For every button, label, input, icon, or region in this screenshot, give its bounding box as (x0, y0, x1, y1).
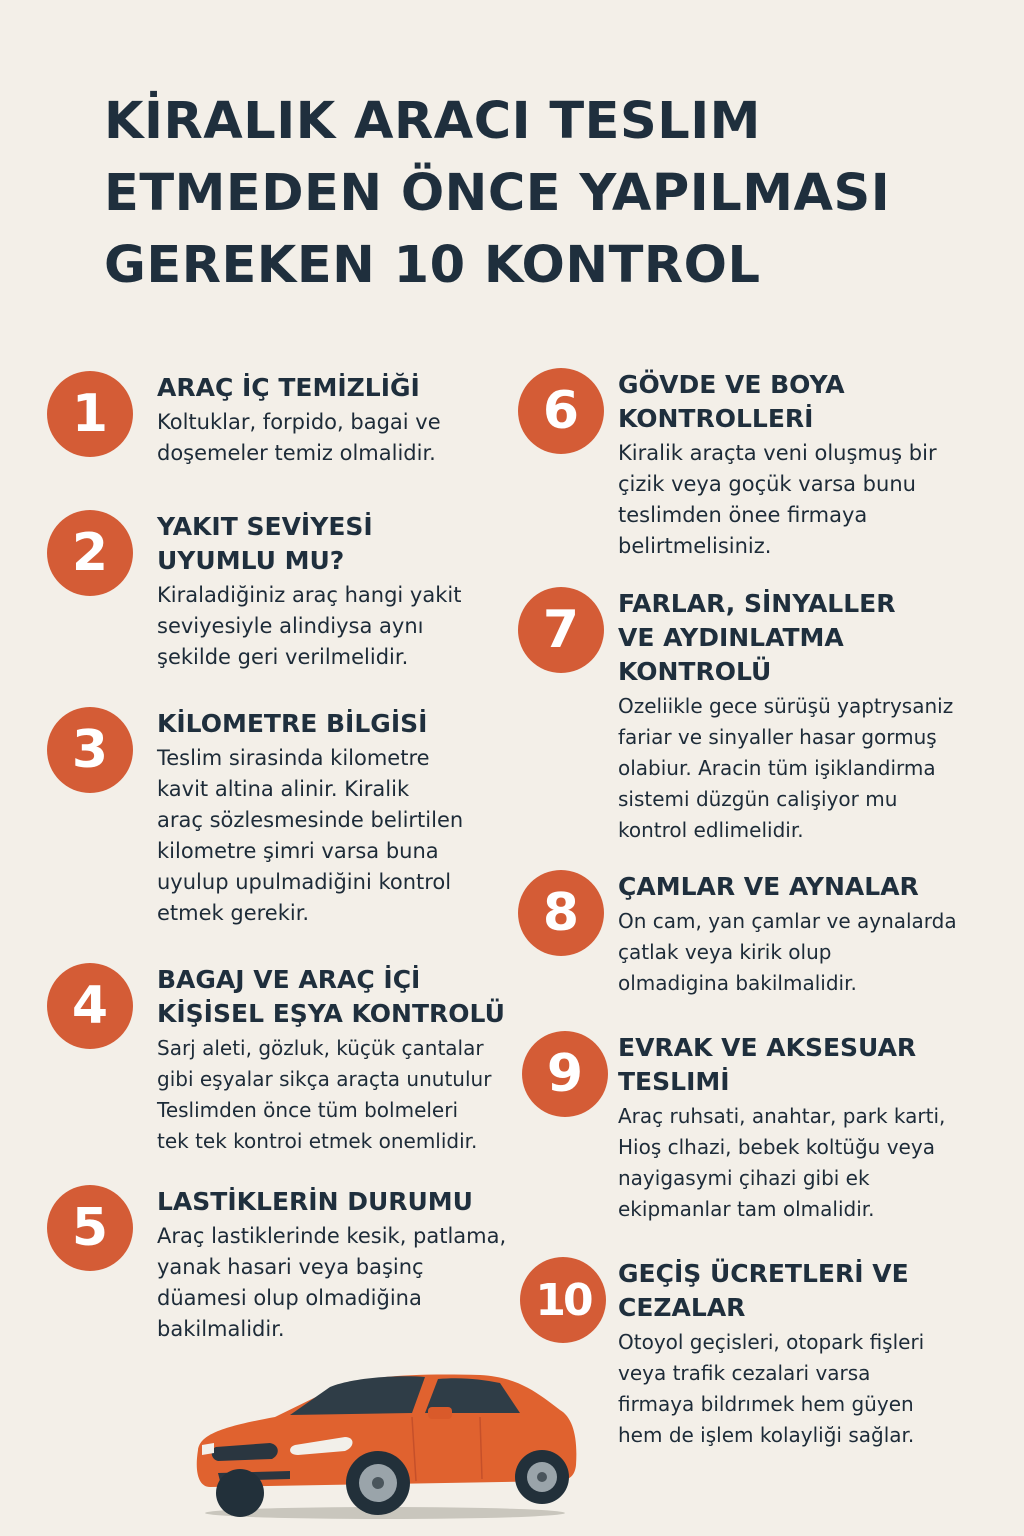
item-description: Sarj aleti, gözluk, küçük çantalar gibi eşyalar sikça araçta unutulur Teslimden önce tüm bolmeleri tek tek kontroi etmek onemlidir. (157, 1036, 492, 1153)
number-badge: 6 (518, 368, 604, 454)
number-badge: 2 (47, 510, 133, 596)
item-description: Kiralik araçta veni oluşmuş bir çizik veya goçük varsa bunu teslimden önee firmaya belirtmelisiniz. (618, 441, 937, 558)
item-heading: LASTİKLERİN DURUMU (157, 1187, 473, 1216)
item-heading: GEÇİŞ ÜCRETLERİ VE CEZALAR (618, 1259, 909, 1322)
item-description: On cam, yan çamlar ve aynalarda çatlak veya kirik olup olmadigina bakilmalidir. (618, 909, 957, 995)
item-heading: EVRAK VE AKSESUAR TESLIMİ (618, 1033, 917, 1096)
car-illustration-icon (180, 1355, 580, 1525)
number-badge: 4 (47, 963, 133, 1049)
item-description: Otoyol geçisleri, otopark fişleri veya trafik cezalari varsa firmaya bildrımek hem güyen hem de işlem kolayliği sağlar. (618, 1330, 925, 1447)
item-heading: YAKIT SEVİYESİ UYUMLU MU? (157, 512, 373, 575)
number-badge: 3 (47, 707, 133, 793)
page-title (104, 86, 984, 302)
number-badge: 1 (47, 371, 133, 457)
title-line-1: KİRALIK ARACI TESLIM (104, 92, 761, 151)
item-description: Koltuklar, forpido, bagai ve doşemeler temiz olmalidir. (157, 410, 441, 465)
item-heading: ARAÇ İÇ TEMİZLİĞİ (157, 373, 420, 402)
number-badge: 8 (518, 870, 604, 956)
title-line-2: ETMEDEN ÖNCE YAPILMASI (104, 164, 891, 223)
item-description: Kiraladiğiniz araç hangi yakit seviyesiyle alindiysa aynı şekilde geri verilmelidir. (157, 583, 462, 669)
item-heading: KİLOMETRE BİLGİSİ (157, 709, 428, 738)
item-description: Araç lastiklerinde kesik, patlama, yanak hasari veya başinç düamesi olup olmadiğina bakilmalidir. (157, 1224, 507, 1341)
item-description: Ozeliikle gece sürüşü yaptrysaniz fariar ve sinyaller hasar gormuş olabiur. Aracin tüm işiklandirma sistemi düzgün calişiyor mu kontrol edlimelidir. (618, 694, 954, 842)
item-description: Teslim sirasinda kilometre kavit altina alinir. Kiralik araç sözlesmesinde belirtilen kilometre şimri varsa buna uyulup upulmadiğini kontrol etmek gerekir. (157, 746, 464, 925)
number-badge: 10 (520, 1257, 606, 1343)
item-description: Araç ruhsati, anahtar, park karti, Hioş clhazi, bebek koltüğu veya nayigasymi çihazi gibi ek ekipmanlar tam olmalidir. (618, 1104, 946, 1221)
number-badge: 5 (47, 1185, 133, 1271)
title-line-3: GEREKEN 10 KONTROL (104, 236, 761, 295)
item-heading: BAGAJ VE ARAÇ İÇİ KİŞİSEL EŞYA KONTROLÜ (157, 965, 505, 1028)
item-heading: GÖVDE VE BOYA KONTROLLERİ (618, 370, 845, 433)
number-badge: 9 (522, 1031, 608, 1117)
item-heading: ÇAMLAR VE AYNALAR (618, 872, 919, 901)
number-badge: 7 (518, 587, 604, 673)
item-heading: FARLAR, SİNYALLER VE AYDINLATMA KONTROLÜ (618, 589, 896, 686)
